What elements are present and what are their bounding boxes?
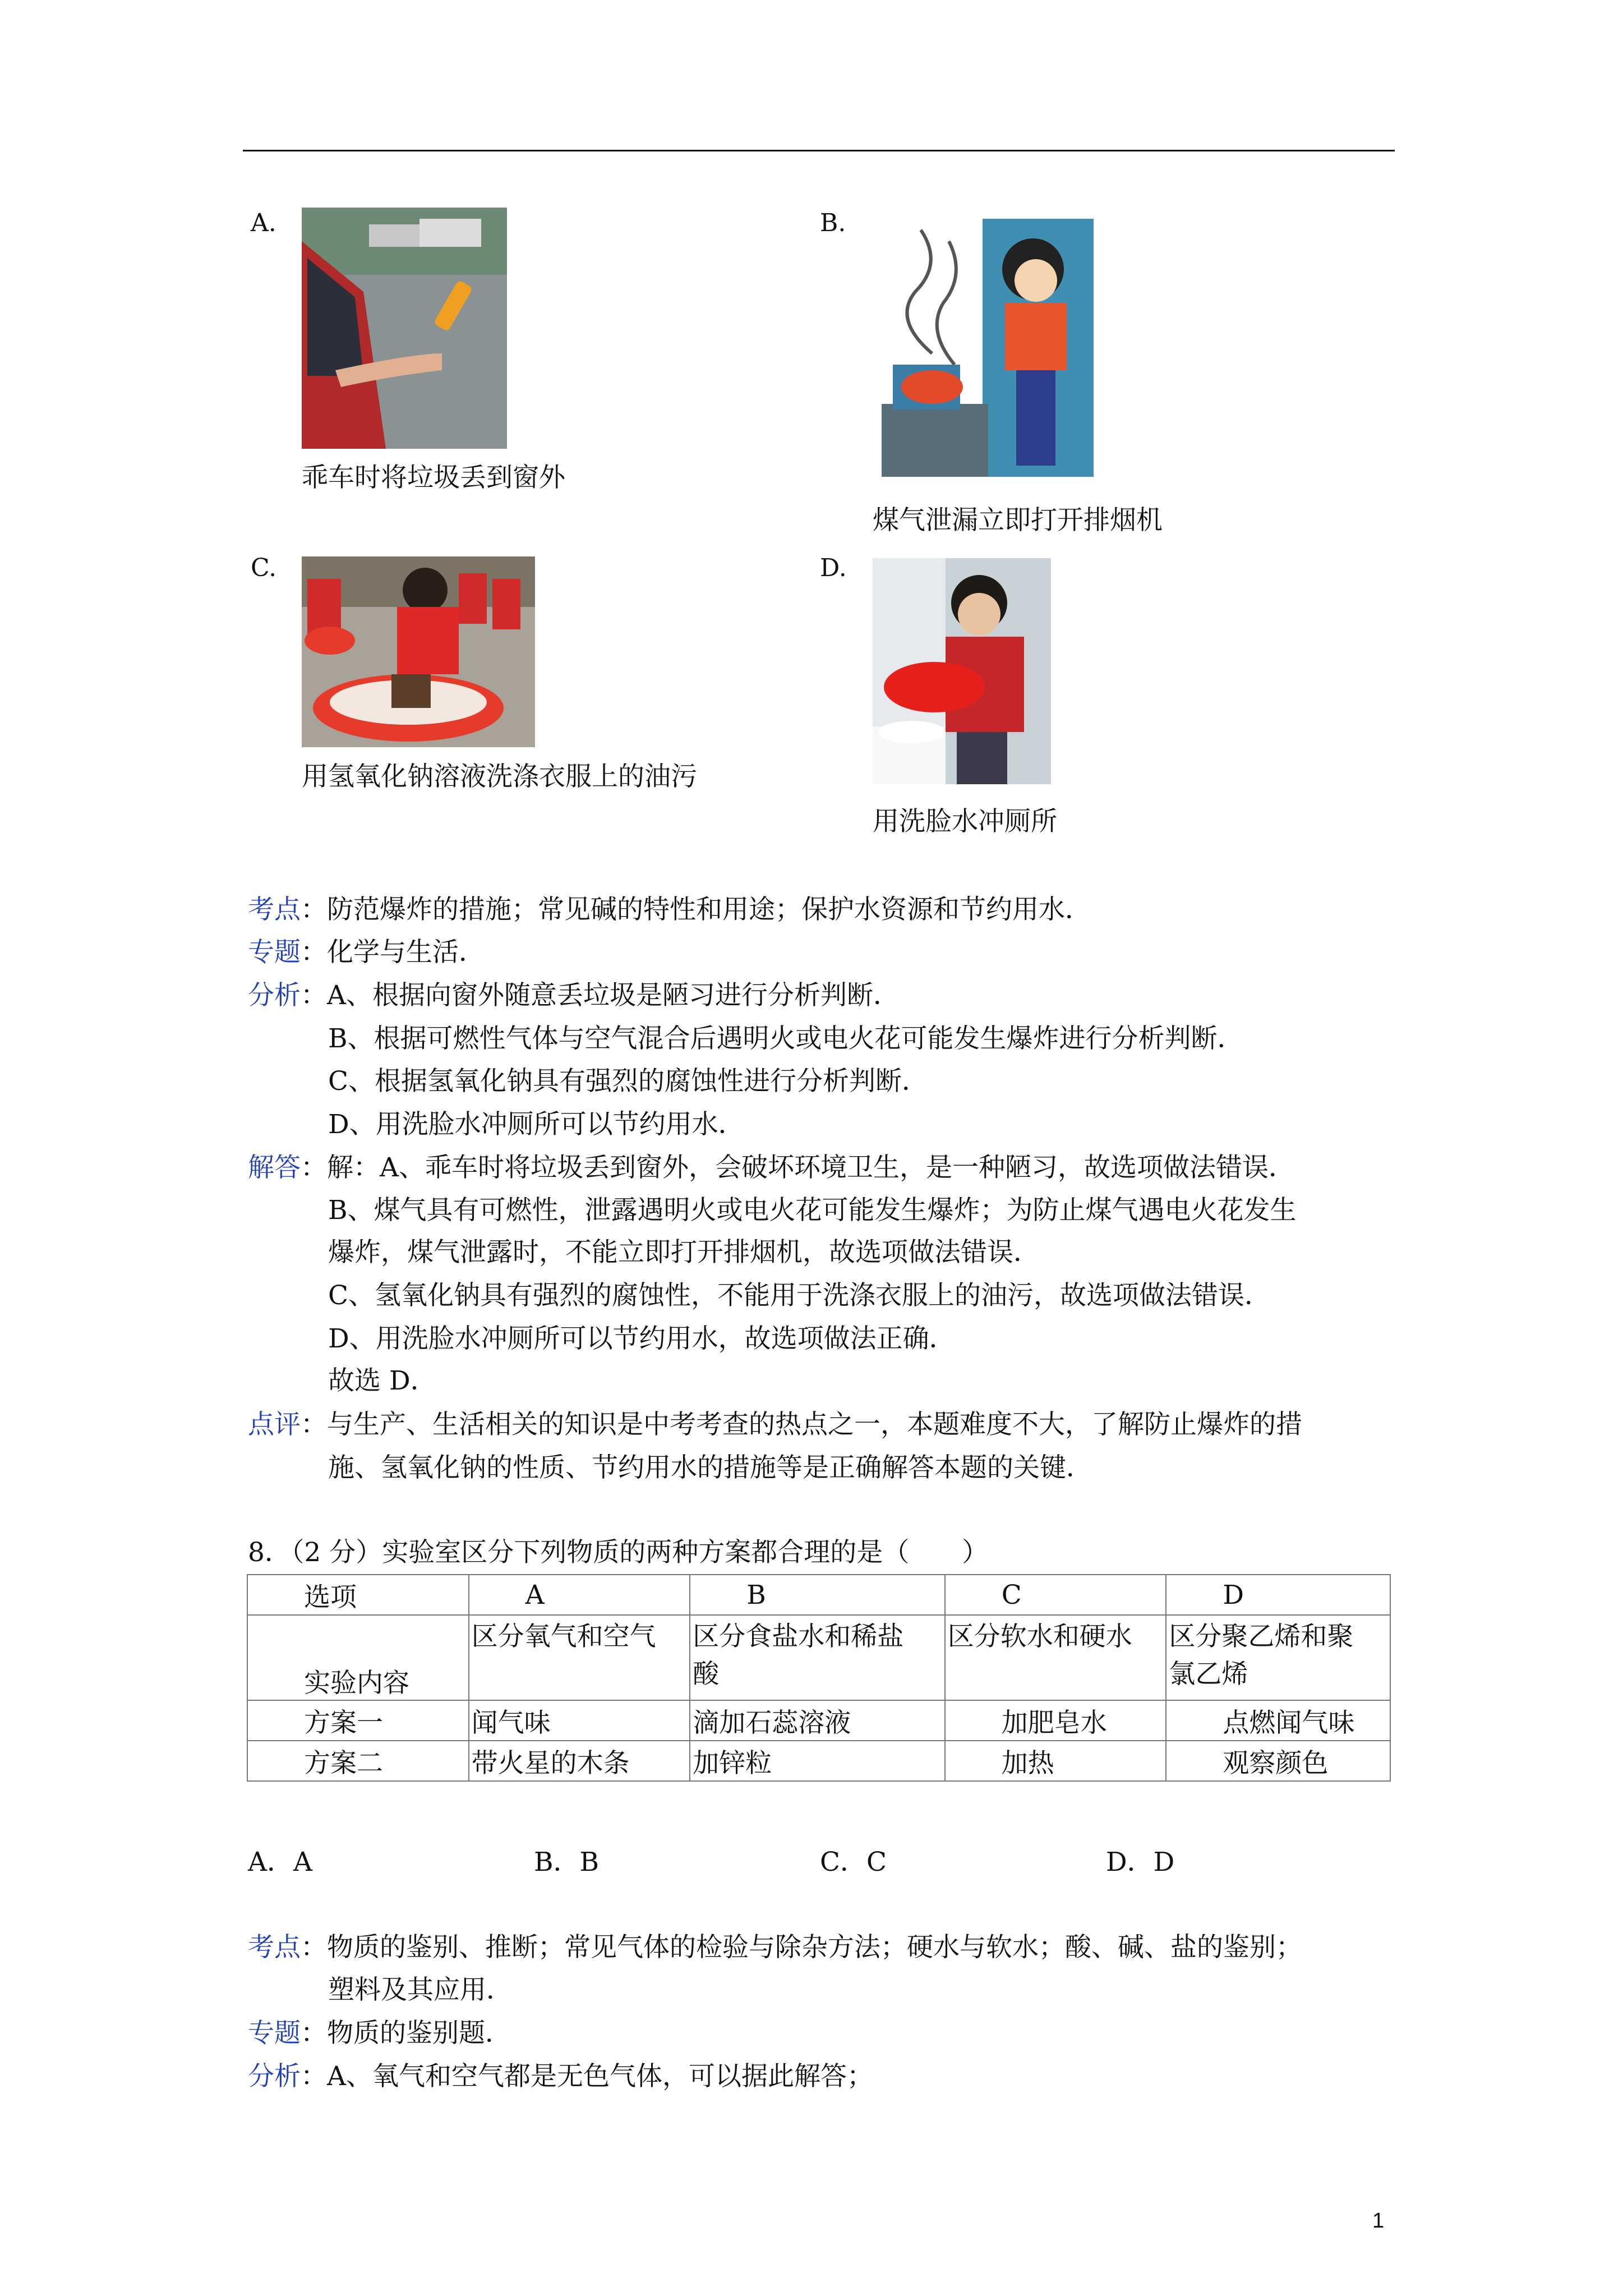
option-b-caption: 煤气泄漏立即打开排烟机 [873,505,1163,536]
table-row [247,1741,1390,1781]
q7-fenxi-c: C、根据氢氧化钠具有强烈的腐蚀性进行分析判断． [328,1066,928,1097]
table-cell: 区分软水和硬水 [945,1615,1166,1700]
table-cell: A [469,1575,690,1615]
q8-kaodian-line [248,1931,1302,1964]
table-cell: 加肥皂水 [945,1700,1166,1741]
q7-jieda-b1: B、煤气具有可燃性，泄露遇明火或电火花可能发生爆炸；为防止煤气遇电火花发生 [328,1195,1297,1226]
q7-fenxi-line [248,979,900,1013]
q8-kaodian-2: 塑料及其应用． [328,1975,513,2005]
q7-kaodian-line [248,893,1091,927]
q8-choice-a: A．A [248,1847,312,1878]
q7-jieda-label: 解答 [248,1152,301,1183]
q8-zhuanti-text: ：物质的鉴别题． [301,2018,511,2049]
table-cell: 带火星的木条 [469,1741,690,1781]
option-d-caption: 用洗脸水冲厕所 [873,806,1057,837]
q8-zhuanti-line [248,2017,511,2050]
q7-dianping-line [248,1408,1302,1442]
option-c-caption: 用氢氧化钠溶液洗涤衣服上的油污 [302,761,697,792]
q8-table [247,1574,1391,1782]
option-b-letter: B. [820,209,846,237]
page-number: 1 [1372,2209,1385,2233]
q7-jieda-b2: 爆炸，煤气泄露时，不能立即打开排烟机，故选项做法错误． [328,1237,1040,1268]
q8-fenxi-text: ：A、氧气和空气都是无色气体，可以据此解答； [301,2061,873,2092]
option-d-letter: D. [820,554,847,582]
q7-zhuanti-line [248,936,485,969]
table-cell: 区分氧气和空气 [469,1615,690,1700]
table-row [247,1700,1390,1741]
q7-dianping-label: 点评 [248,1409,301,1440]
washing-photo [302,556,535,747]
q7-answer: 故选 D． [328,1365,437,1396]
q8-kaodian-label: 考点 [248,1932,301,1963]
q8-fenxi-label: 分析 [248,2061,301,2092]
table-cell-line: 区分聚乙烯和聚 [1169,1621,1354,1652]
option-c-letter: C. [251,554,277,582]
q8-kaodian-text: ：物质的鉴别、推断；常见气体的检验与除杂方法；硬水与软水；酸、碱、盐的鉴别； [301,1932,1302,1963]
q8-choice-b: B．B [534,1847,600,1878]
option-a-caption: 乖车时将垃圾丢到窗外 [302,462,565,493]
q7-dianping-text: ：与生产、生活相关的知识是中考考查的热点之一，本题难度不大，了解防止爆炸的措 [301,1409,1302,1440]
table-cell: D [1166,1575,1390,1615]
table-cell-line: 氯乙烯 [1169,1659,1248,1690]
q7-zhuanti-label: 专题 [248,937,301,968]
table-cell: 点燃闻气味 [1166,1700,1390,1741]
table-cell: 方案二 [247,1741,469,1781]
table-cell: B [690,1575,945,1615]
q8-choice-d: D．D [1106,1847,1175,1878]
table-cell: 闻气味 [469,1700,690,1741]
q8-choice-c: C．C [820,1847,887,1878]
table-cell: 加锌粒 [690,1741,945,1781]
table-cell: 实验内容 [247,1615,469,1700]
option-a-letter: A. [251,209,276,237]
table-cell: 选项 [247,1575,469,1615]
table-cell: 加热 [945,1741,1166,1781]
q7-jieda-text: ：解：A、乖车时将垃圾丢到窗外，会破坏环境卫生，是一种陋习，故选项做法错误． [301,1152,1295,1183]
q8-fenxi-line [248,2060,873,2093]
toilet-flush-photo [873,558,1051,784]
q7-zhuanti-text: ：化学与生活． [301,937,485,968]
q7-jieda-d: D、用洗脸水冲厕所可以节约用水，故选项做法正确． [328,1323,956,1354]
q7-fenxi-text: ：A、根据向窗外随意丢垃圾是陋习进行分析判断． [301,980,900,1011]
table-cell [1166,1615,1390,1700]
q7-fenxi-d: D、用洗脸水冲厕所可以节约用水． [328,1109,745,1140]
table-header-row [247,1575,1390,1615]
q7-kaodian-label: 考点 [248,894,301,925]
table-cell [690,1615,945,1700]
q7-fenxi-label: 分析 [248,980,301,1011]
table-cell-line: 区分食盐水和稀盐 [693,1621,904,1652]
gas-leak-illustration [882,219,1094,477]
table-cell: 观察颜色 [1166,1741,1390,1781]
q8-stem: 8．（2 分）实验室区分下列物质的两种方案都合理的是（ ） [248,1537,989,1568]
table-cell: C [945,1575,1166,1615]
table-cell: 方案一 [247,1700,469,1741]
littering-photo [302,208,507,449]
table-row [247,1615,1390,1700]
header-rule [243,150,1395,151]
q8-zhuanti-label: 专题 [248,2018,301,2049]
q7-jieda-line [248,1151,1295,1185]
q7-dianping-2: 施、氢氧化钠的性质、节约用水的措施等是正确解答本题的关键． [328,1452,1092,1483]
q7-fenxi-b: B、根据可燃性气体与空气混合后遇明火或电火花可能发生爆炸进行分析判断． [328,1023,1244,1054]
q7-kaodian-text: ：防范爆炸的措施；常见碱的特性和用途；保护水资源和节约用水． [301,894,1091,925]
table-cell: 滴加石蕊溶液 [690,1700,945,1741]
table-cell-line: 酸 [693,1659,720,1690]
q7-jieda-c: C、氢氧化钠具有强烈的腐蚀性，不能用于洗涤衣服上的油污，故选项做法错误． [328,1280,1271,1311]
